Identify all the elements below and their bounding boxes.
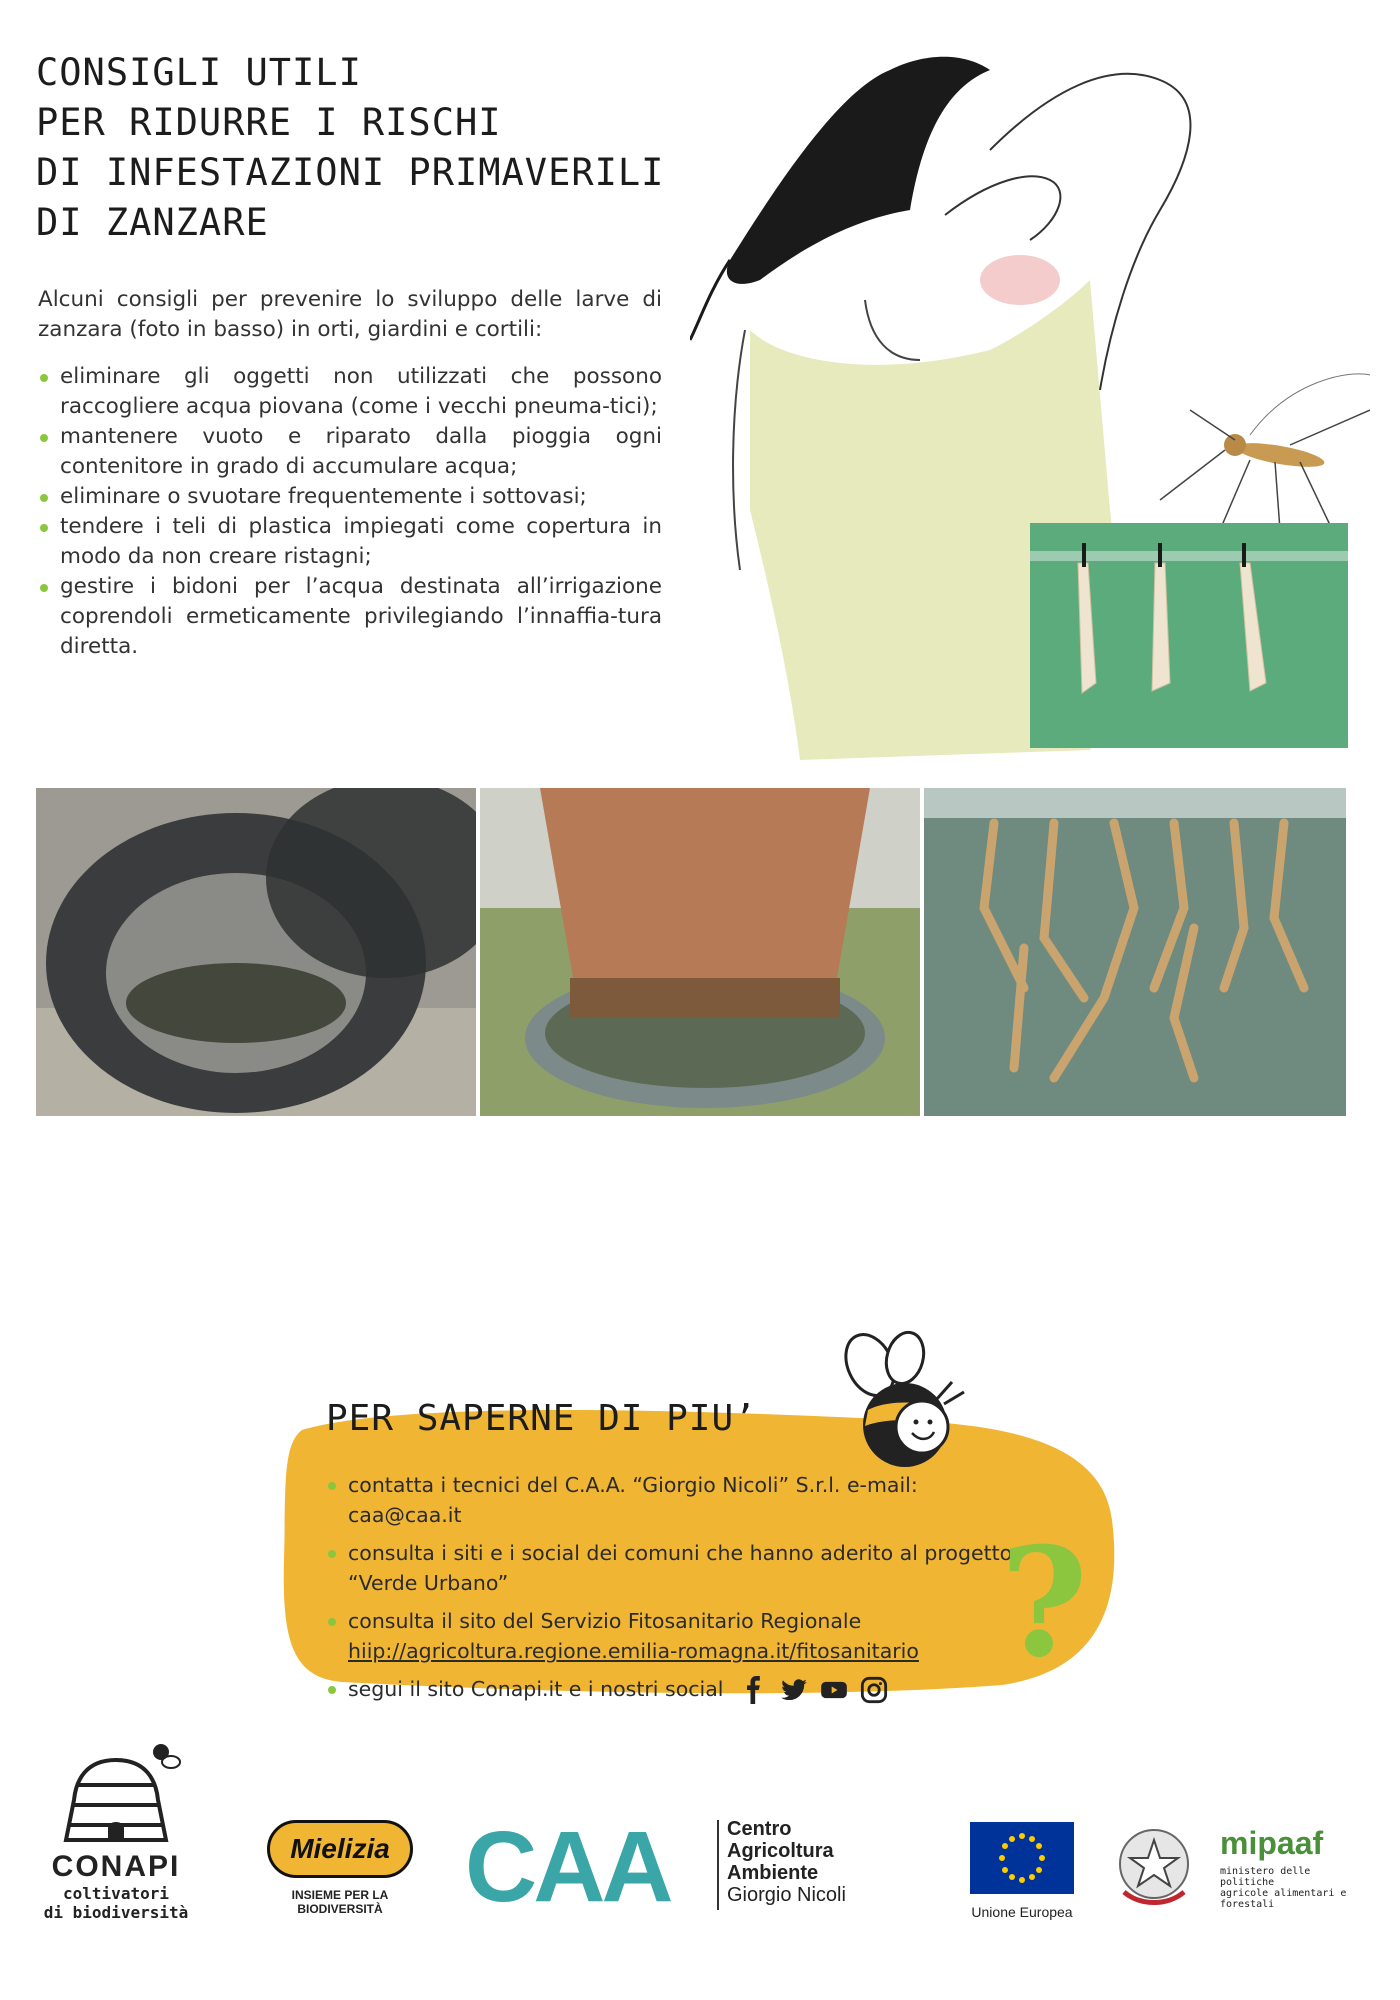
caa-logo — [465, 1811, 905, 1923]
facebook-icon[interactable] — [740, 1676, 768, 1704]
tire-photo — [36, 788, 476, 1116]
caa-mark: CAA — [465, 1811, 670, 1923]
eu-label: Unione Europea — [971, 1904, 1073, 1920]
info-list — [326, 1470, 1026, 1712]
question-mark-icon: ? — [1000, 1515, 1088, 1691]
flowerpot-saucer-photo — [480, 788, 920, 1116]
mosquito-icon — [1160, 374, 1370, 530]
title-line: DI INFESTAZIONI PRIMAVERILI — [36, 151, 665, 194]
page-title — [36, 48, 676, 248]
photo-row — [36, 788, 1346, 1116]
info-item — [326, 1606, 1026, 1666]
fitosanitario-link[interactable]: hiip://agricoltura.regione.emilia-romagna.it/fitosanitario — [348, 1639, 919, 1663]
twitter-icon[interactable] — [780, 1676, 808, 1704]
conapi-tagline: di biodiversità — [43, 1903, 189, 1922]
title-line: DI ZANZARE — [36, 201, 269, 244]
mipaaf-name: mipaaf — [1220, 1825, 1324, 1861]
caa-line: Giorgio Nicoli — [727, 1884, 846, 1906]
mipaaf-line: ministero delle politiche — [1220, 1866, 1311, 1888]
instagram-icon[interactable] — [860, 1676, 888, 1704]
tips-list — [38, 362, 662, 662]
info-item-text: consulta i siti e i social dei comuni che hanno aderito al progetto “Verde Urbano” — [348, 1541, 1013, 1595]
title-line: PER RIDURRE I RISCHI — [36, 101, 502, 144]
mielizia-tagline: INSIEME PER LA BIODIVERSITÀ — [291, 1888, 389, 1916]
youtube-icon[interactable] — [820, 1676, 848, 1704]
mipaaf-line: agricole alimentari e forestali — [1220, 1888, 1347, 1910]
conapi-name: CONAPI — [51, 1850, 181, 1883]
conapi-logo — [36, 1740, 196, 1940]
eu-flag-icon — [970, 1822, 1074, 1894]
info-item-text: segui il sito Conapi.it e i nostri social — [348, 1677, 724, 1701]
italian-republic-emblem-icon — [1110, 1822, 1198, 1912]
info-item-text: contatta i tecnici del C.A.A. “Giorgio Nicoli” S.r.l. e-mail: caa@caa.it — [348, 1473, 918, 1527]
social-icons — [740, 1676, 888, 1704]
conapi-tagline: coltivatori — [63, 1884, 169, 1903]
tip-item: mantenere vuoto e riparato dalla pioggia ogni contenitore in grado di accumulare acqua; — [38, 422, 662, 482]
tip-item: tendere i teli di plastica impiegati come copertura in modo da non creare ristagni; — [38, 512, 662, 572]
mosquito-larvae-photo — [924, 788, 1346, 1116]
intro-text: Alcuni consigli per prevenire lo sviluppo delle larve di zanzara (foto in basso) in orti, giardini e cortili: — [38, 287, 662, 342]
tip-item: eliminare o svuotare frequentemente i sottovasi; — [38, 482, 662, 512]
caa-line: Ambiente — [727, 1862, 819, 1884]
larvae-photo — [1030, 523, 1348, 748]
info-item — [326, 1470, 1026, 1530]
title-line: CONSIGLI UTILI — [36, 51, 362, 94]
bee-icon — [840, 1330, 970, 1470]
info-box-title: PER SAPERNE DI PIU’ — [326, 1398, 757, 1439]
eu-logo — [960, 1822, 1084, 1920]
tip-item: eliminare gli oggetti non utilizzati che possono raccogliere acqua piovana (come i vecchi pneuma-tici); — [38, 362, 662, 422]
mipaaf-logo — [1220, 1826, 1370, 1910]
mielizia-name: Mielizia — [290, 1833, 390, 1864]
tip-item: gestire i bidoni per l’acqua destinata all’irrigazione coprendoli ermeticamente privilegiando l’innaffia-tura diretta. — [38, 572, 662, 662]
info-item-text: consulta il sito del Servizio Fitosanitario Regionale — [348, 1609, 862, 1633]
beehive-icon — [36, 1740, 196, 1850]
info-item — [326, 1538, 1026, 1598]
caa-line: Centro — [727, 1818, 792, 1840]
mielizia-logo — [250, 1820, 430, 1916]
caa-line: Agricoltura — [727, 1840, 834, 1862]
info-item — [326, 1674, 1026, 1704]
